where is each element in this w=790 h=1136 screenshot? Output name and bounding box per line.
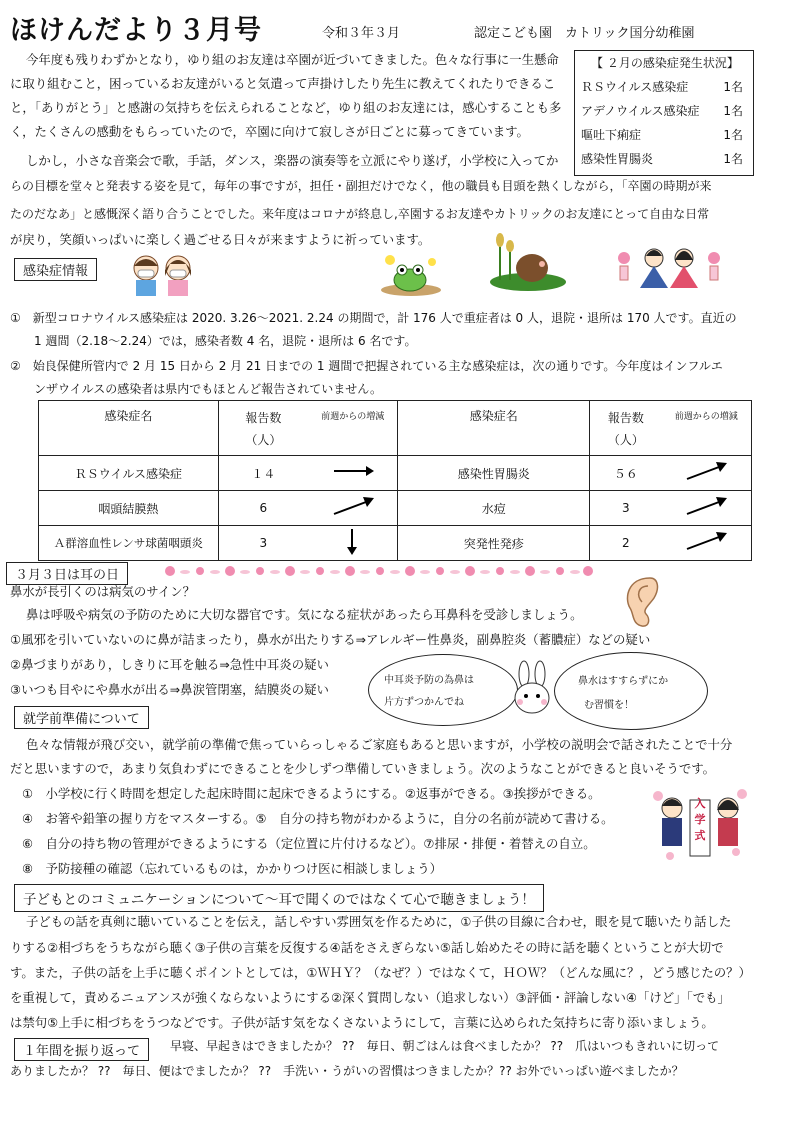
communication-line: は禁句⑤上手に相づちをうつなどです。子供が話す気をなくさないようにして，言葉に込められた気持ちに寄り添いましょう。 [10,1015,714,1030]
mole-spring-illustration [488,232,568,292]
ear-day-line: 鼻は呼吸や病気の予防のために大切な器官です。気になる症状があったら耳鼻科を受診しましょう。 [26,607,583,622]
intro-line: が戻り，笑顔いっぱいに楽しく過ごせる日々が来ますように祈っています。 [10,232,431,247]
school-name: 認定こども園 カトリック国分幼稚園 [474,26,695,41]
intro-line: に取り組むこと，困っているお友達がいると気遣って声掛けしたり先生に教えてくれたりできるこ [10,76,556,91]
report-count: 6 [218,491,308,526]
trend-up-arrow-icon [683,494,729,520]
trend-arrow [308,491,398,526]
intro-line: く，たくさんの感動をもらっていたので，卒園に向けて寂しさが日ごとに募ってきています。 [10,124,529,139]
report-count: 3 [218,526,308,561]
entrance-ceremony-sign-text: 入学式 [694,797,706,842]
trend-arrow [662,526,752,561]
section-heading-communication: 子どもとのコミュニケーションについて～耳で聞くのではなくて心で聴きましょう！ [14,884,544,912]
ear-day-line: ②鼻づまりがあり，しきりに耳を触る⇒急性中耳炎の疑い [10,657,329,672]
ear-day-line: 鼻水が長引くのは病気のサイン？ [10,584,195,599]
report-count: ５６ [590,456,662,491]
school-prep-line: 色々な情報が飛び交い，就学前の準備で焦っていらっしゃるご家庭もあると思いますが，小学校の説明会で話されたことで十分 [26,737,733,752]
infection-line: ② 始良保健所管内で 2 月 15 日から 2 月 21 日までの 1 週間で把握されている主な感染症は，次の通りです。今年度はインフルエ [10,359,723,373]
disease-name: 感染性胃腸炎 [398,456,590,491]
intro-line: らの目標を堂々と発表する姿を見て，毎年の事ですが，担任・副担だけでなく，他の職員も目頭を熱くしながら，「卒園の時期が来 [10,179,712,193]
school-prep-line: だと思いますので，あまり気負わずにできることを少しずつ準備していきましょう。次のようなことができると良いそうです。 [10,761,716,776]
ear-day-line: ①風邪を引いていないのに鼻が詰まったり，鼻水が出たりする⇒アレルギー性鼻炎，副鼻腔炎（蓄膿症）などの疑い [10,632,651,647]
trend-arrow [662,491,752,526]
intro-line: たのだなあ」と感慨深く語り合うことでした。来年度はコロナが終息し,卒園するお友達やカトリックのお友達にとって自由な日常 [10,207,710,221]
status-row [575,123,753,147]
status-row [575,99,753,123]
trend-arrow [308,456,398,491]
status-row-count: 1名 [723,152,743,166]
trend-up-arrow-icon [683,459,729,485]
ear-day-line: ③いつも目やにや鼻水が出る⇒鼻涙管閉塞，結膜炎の疑い [10,682,329,697]
review-line: ありましたか？ ?? 毎日、便はでましたか？ ?? 手洗い・うがいの習慣はつきましたか？?? お外でいっぱい遊べましたか？ [10,1064,684,1078]
status-row-name: 嘔吐下痢症 [581,128,642,142]
infection-line: ンザウイルスの感染者は県内でもほとんど報告されていません。 [34,382,383,396]
status-row-name: アデノウイルス感染症 [581,104,700,118]
trend-down-arrow-icon [330,529,376,555]
rabbit-illustration [508,660,556,718]
speech-bubble-right-text: 鼻水はすすらずにか む習慣を！ [578,676,669,711]
ear-illustration [620,574,666,630]
table-header-trend: 前週からの増減 [662,401,752,456]
report-count: 3 [590,491,662,526]
disease-name: 咽頭結膜熱 [39,491,219,526]
disease-name: ＲＳウイルス感染症 [39,456,219,491]
report-count: １４ [218,456,308,491]
status-row-count: 1名 [723,128,743,142]
communication-line: 子どもの話を真剣に聴いていることを伝え，話しやすい雰囲気を作るために，①子供の目線に合わせ，眼を見て聴いたり話した [26,914,732,929]
table-row [39,526,752,561]
school-prep-line: ⑥ 自分の持ち物の管理ができるようにする（定位置に片付けるなど）。⑦排尿・排便・着替えの自立。 [22,836,596,851]
status-row-name: 感染性胃腸炎 [581,152,654,166]
infection-line: 1 週間（2.18～2.24）では，感染者数 4 名，退院・退所は 6 名です。 [34,334,417,348]
table-header-trend: 前週からの増減 [308,401,398,456]
communication-line: を重視して，責めるニュアンスが強くならないようにする②深く質問しない（追求しない）③評価・評論しない④「けど」「でも」 [10,990,730,1005]
review-line: 早寝、早起きはできましたか？ ?? 毎日、朝ごはんは食べましたか？ ?? 爪はいつもきれいに切って [170,1039,720,1053]
frog-spring-illustration [380,252,442,298]
cherry-blossom-border [160,562,600,580]
trend-flat-arrow-icon [330,459,376,485]
section-heading-ear-day: ３月３日は耳の日 [6,562,128,585]
infection-line: ① 新型コロナウイルス感染症は 2020. 3.26～2021. 2.24 の期間で，計 176 人で重症者は 0 人，退院・退所は 170 人です。直近の [10,311,737,325]
table-header-name: 感染症名 [398,401,590,456]
section-heading-infection: 感染症情報 [14,258,97,281]
intro-line: と，「ありがとう」と感謝の気持ちを伝えられることなど，ゆり組のお友達には，感心することも多 [10,100,562,115]
hina-dolls-illustration [614,244,724,292]
school-prep-line: ⑧ 予防接種の確認（忘れているものは，かかりつけ医に相談しましょう） [22,861,442,876]
trend-arrow [308,526,398,561]
section-heading-school-prep: 就学前準備について [14,706,149,729]
table-header-count: 報告数 （人） [218,401,308,456]
newsletter-title: ほけんだより３月号 [10,15,262,46]
intro-line: 今年度も残りわずかとなり，ゆり組のお友達は卒園が近づいてきました。色々な行事に一生懸命 [26,52,559,67]
infection-report-table [38,400,752,561]
school-prep-line: ① 小学校に行く時間を想定した起床時間に起床できるようにする。②返事ができる。③挨拶ができる。 [22,786,601,801]
table-row [39,456,752,491]
masked-children-illustration [128,252,198,298]
trend-up-arrow-icon [330,494,376,520]
intro-line: しかし，小さな音楽会で歌，手話，ダンス，楽器の演奏等を立派にやり遂げ，小学校に入ってか [26,153,559,168]
disease-name: 突発性発疹 [398,526,590,561]
report-count: 2 [590,526,662,561]
section-heading-review: １年間を振り返って [14,1038,149,1061]
status-row-count: 1名 [723,80,743,94]
status-row-count: 1名 [723,104,743,118]
communication-line: す。また，子供の話を上手に聴くポイントとしては，①ＷＨＹ？（なぜ？）ではなくて，ＨＯＷ？（どんな風に？，どう感じたの？） [10,965,751,980]
issue-date: 令和３年３月 [322,26,401,41]
trend-up-arrow-icon [683,529,729,555]
monthly-infection-status-box [574,50,754,176]
table-header-count: 報告数 （人） [590,401,662,456]
table-header-name: 感染症名 [39,401,219,456]
school-prep-line: ④ お箸や鉛筆の握り方をマスターする。⑤ 自分の持ち物がわかるように，自分の名前が読めて書ける。 [22,811,614,826]
speech-bubble-left-text: 中耳炎予防の為鼻は 片方ずつかんでね [384,675,474,708]
disease-name: 水痘 [398,491,590,526]
disease-name: Ａ群溶血性レンサ球菌咽頭炎 [39,526,219,561]
table-row [39,491,752,526]
communication-line: りする②相づちをうちながら聴く③子供の言葉を反復する④話をさえぎらない⑤話し始めたその時に話を聴くということが大切で [10,940,724,955]
status-row [575,75,753,99]
status-box-title: 【 ２月の感染症発生状況】 [591,56,739,70]
status-row [575,147,753,171]
table-header-row [39,401,752,456]
status-row-name: ＲＳウイルス感染症 [581,80,689,94]
trend-arrow [662,456,752,491]
